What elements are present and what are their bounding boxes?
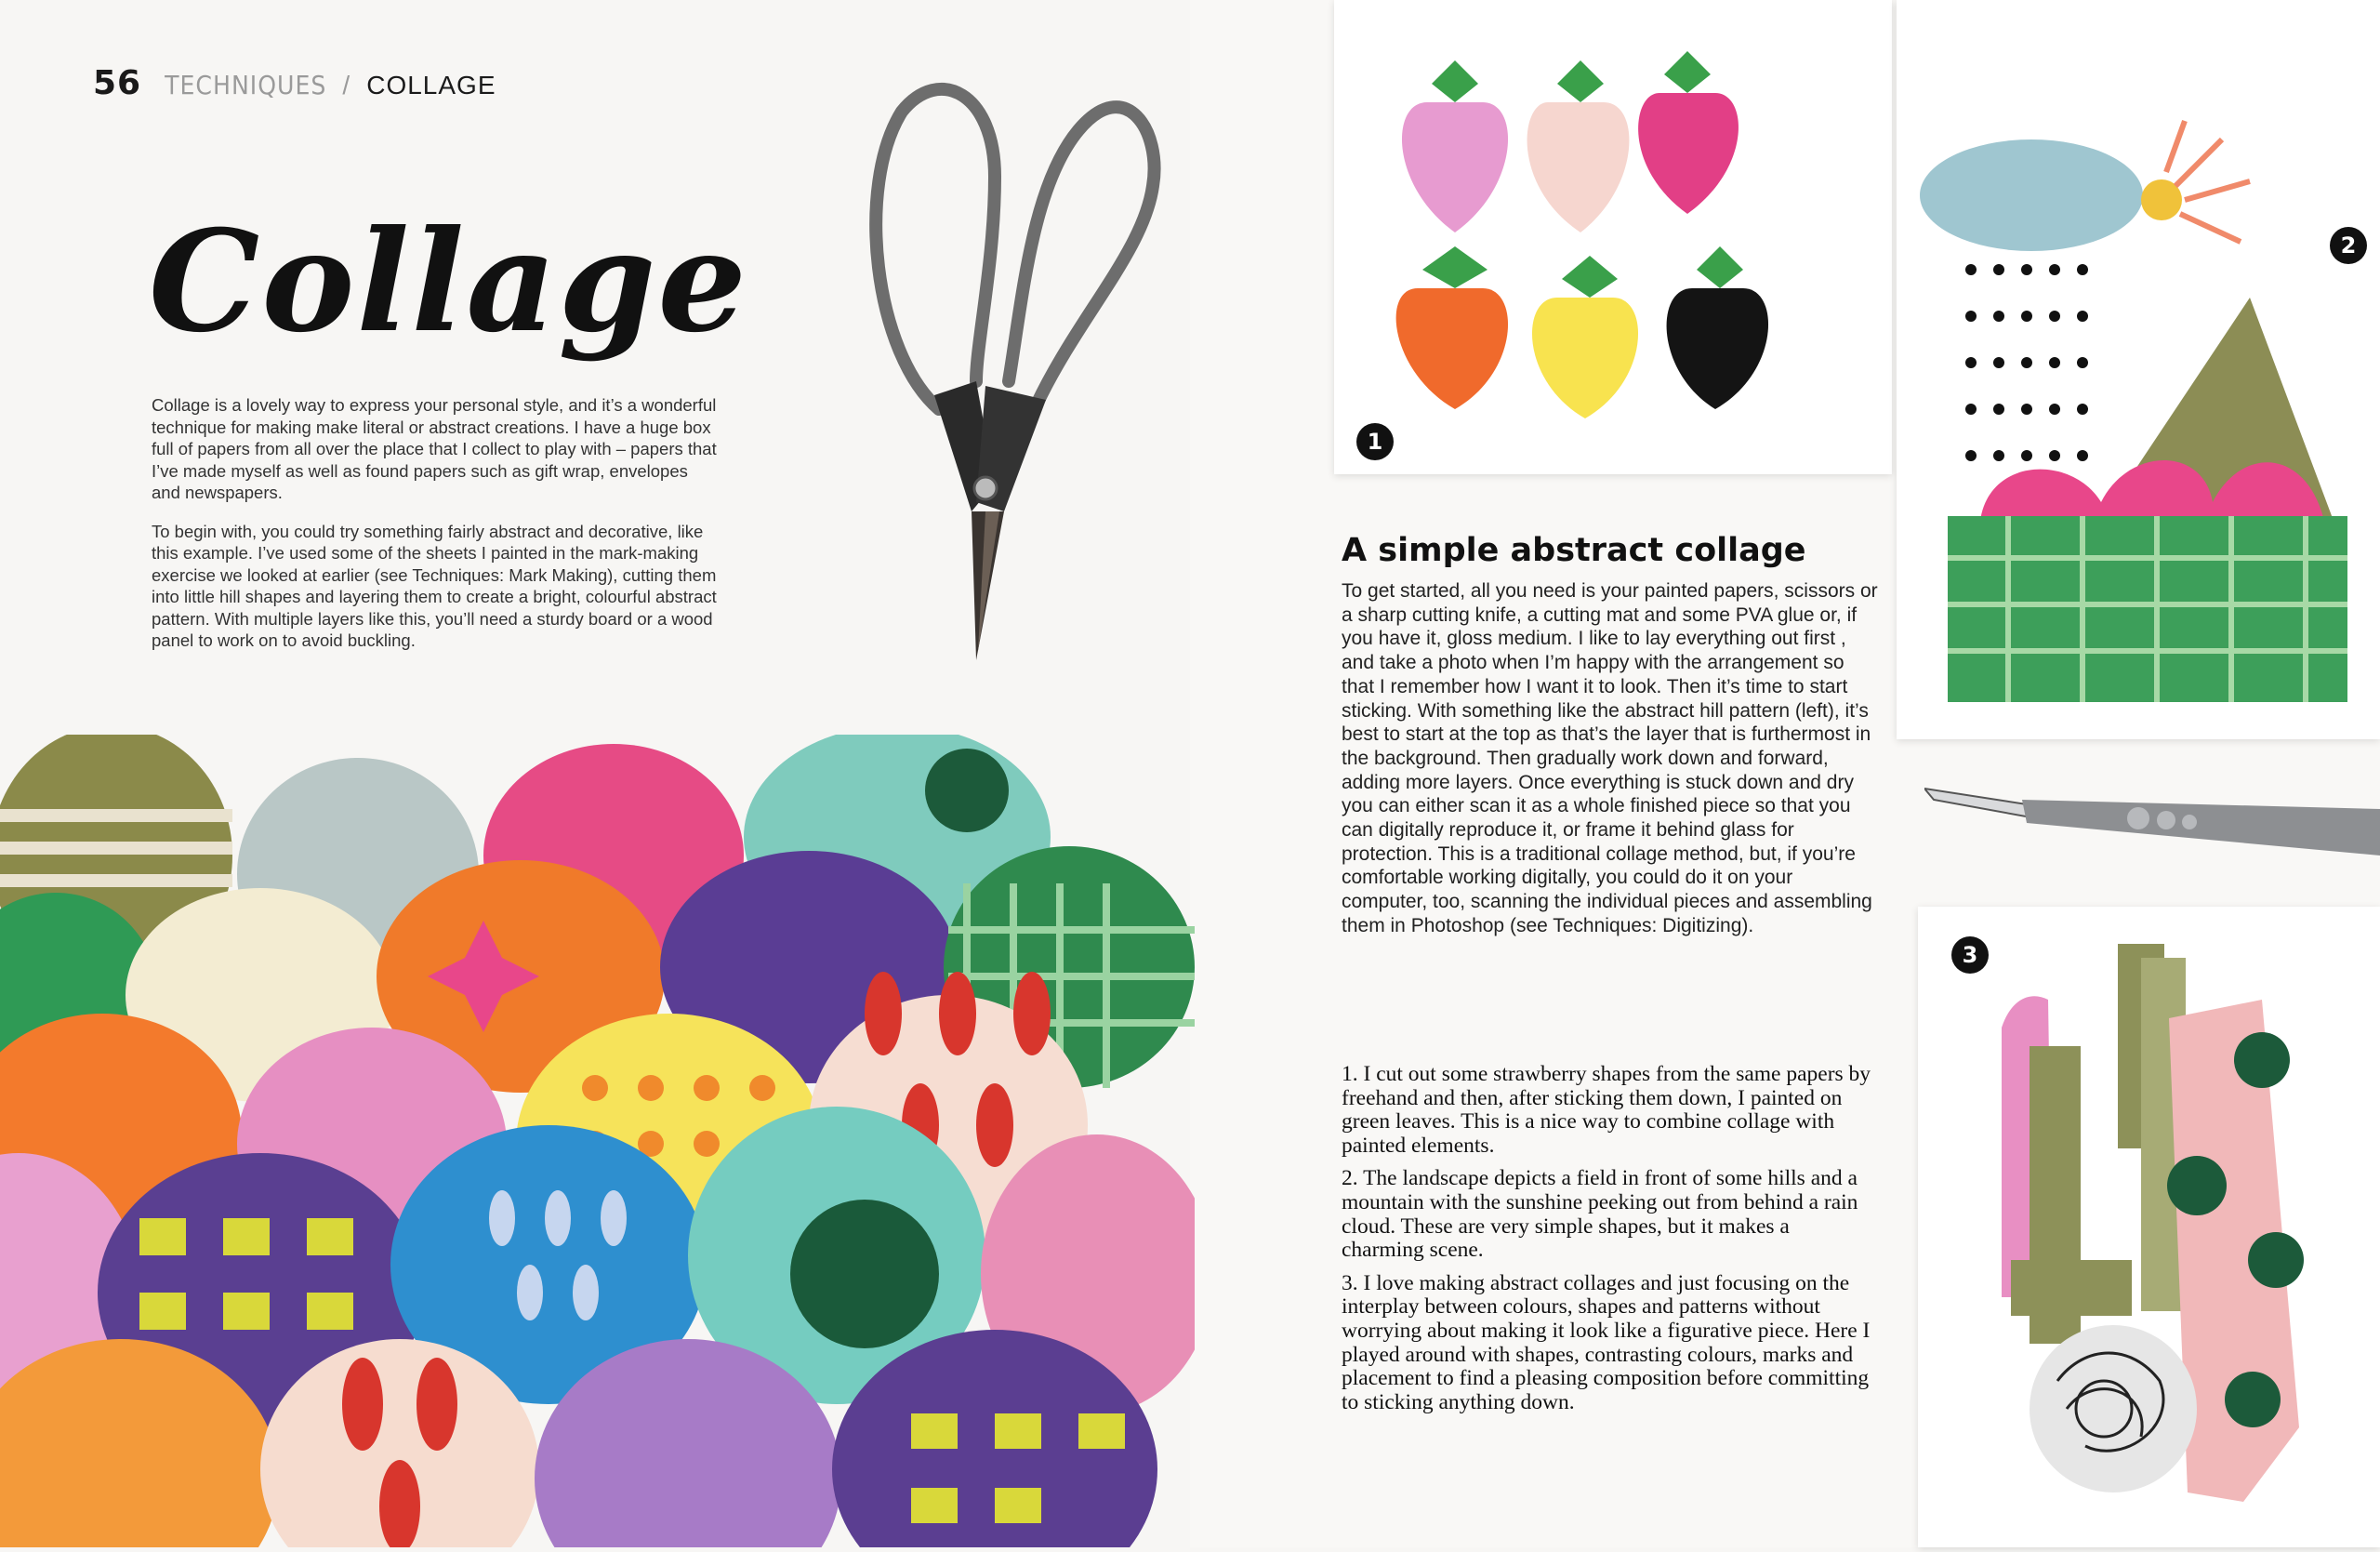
- strawberry-collage-card: [1334, 0, 1892, 474]
- intro-paragraph-1: Collage is a lovely way to express your personal style, and it’s a wonderful technique for making make literal or abstract creations. I have a huge box full of papers from all over the place that I collect to play with – papers that I’ve made myself as well as found papers such as gift wrap, envelopes and newspapers.: [152, 395, 717, 502]
- abstract-collage-image: [1918, 907, 2380, 1547]
- caption-3: 3. I love making abstract collages and just focusing on the interplay between colours, shapes and patterns without worrying about making it look like a figurative piece. Here I played around with shapes, contrasting colours, marks and placement to find a pleasing composition before committing to sticking anything down.: [1342, 1270, 1871, 1414]
- current-topic: COLLAGE: [366, 71, 496, 99]
- section-heading: A simple abstract collage: [1342, 532, 1806, 569]
- page-title: Collage: [149, 200, 748, 364]
- craft-knife-image: [1924, 763, 2380, 865]
- page-header: [93, 63, 496, 102]
- page-number: 56: [93, 64, 142, 102]
- caption-1: 1. I cut out some strawberry shapes from the same papers by freehand and then, after sticking them down, I painted on green leaves. This is a nice way to combine collage with painted elements.: [1342, 1062, 1871, 1158]
- landscape-collage-image: [1897, 0, 2380, 739]
- header-separator: /: [342, 71, 351, 99]
- figure-badge-2: 2: [2330, 227, 2367, 264]
- strawberry-collage-image: [1334, 0, 1892, 474]
- figure-captions: [1342, 1063, 1871, 1424]
- hill-collage-artwork: [0, 735, 1195, 1547]
- landscape-collage-card: [1897, 0, 2380, 739]
- abstract-collage-card: [1918, 907, 2380, 1547]
- intro-text: [152, 394, 719, 669]
- intro-paragraph-2: To begin with, you could try something fairly abstract and decorative, like this example. I’ve used some of the sheets I painted in the mark-making exercise we looked at earlier (see Techniques: Mark Making), cutting them into little hill shapes and layering them to create a bright, colourful abstract pattern. With multiple layers like this, you’ll need a sturdy board or a wood panel to work on to avoid buckling.: [152, 521, 717, 650]
- body-text: To get started, all you need is your painted papers, scissors or a sharp cutting knife, a cutting mat and some PVA glue or, if you have it, gloss medium. I like to lay everything out first , and take a photo when I’m happy with the arrangement so that I remember how I want it to look. Then it’s time to start sticking. With something like the abstract hill pattern (left), it’s best to start at the top as that’s the layer that is furthermost in the background. Then gradually work down and forward, adding more layers. Once everything is stuck down and dry you can either scan it as a whole finished piece so that you can digitally reproduce it, or frame it behind glass for protection. This is a traditional collage method, but, if you’re comfortable working digitally, you could do it on your computer, too, scanning the individual pieces and assembling them in Photoshop (see Techniques: Digitizing).: [1342, 580, 1878, 936]
- caption-2: 2. The landscape depicts a field in front of some hills and a mountain with the sunshine peeking out from behind a rain cloud. These are very simple shapes, but it makes a charming scene.: [1342, 1166, 1858, 1263]
- scissors-image: [837, 74, 1190, 670]
- figure-badge-1: 1: [1356, 423, 1394, 460]
- section-label: TECHNIQUES: [165, 70, 327, 100]
- figure-badge-3: 3: [1951, 936, 1989, 974]
